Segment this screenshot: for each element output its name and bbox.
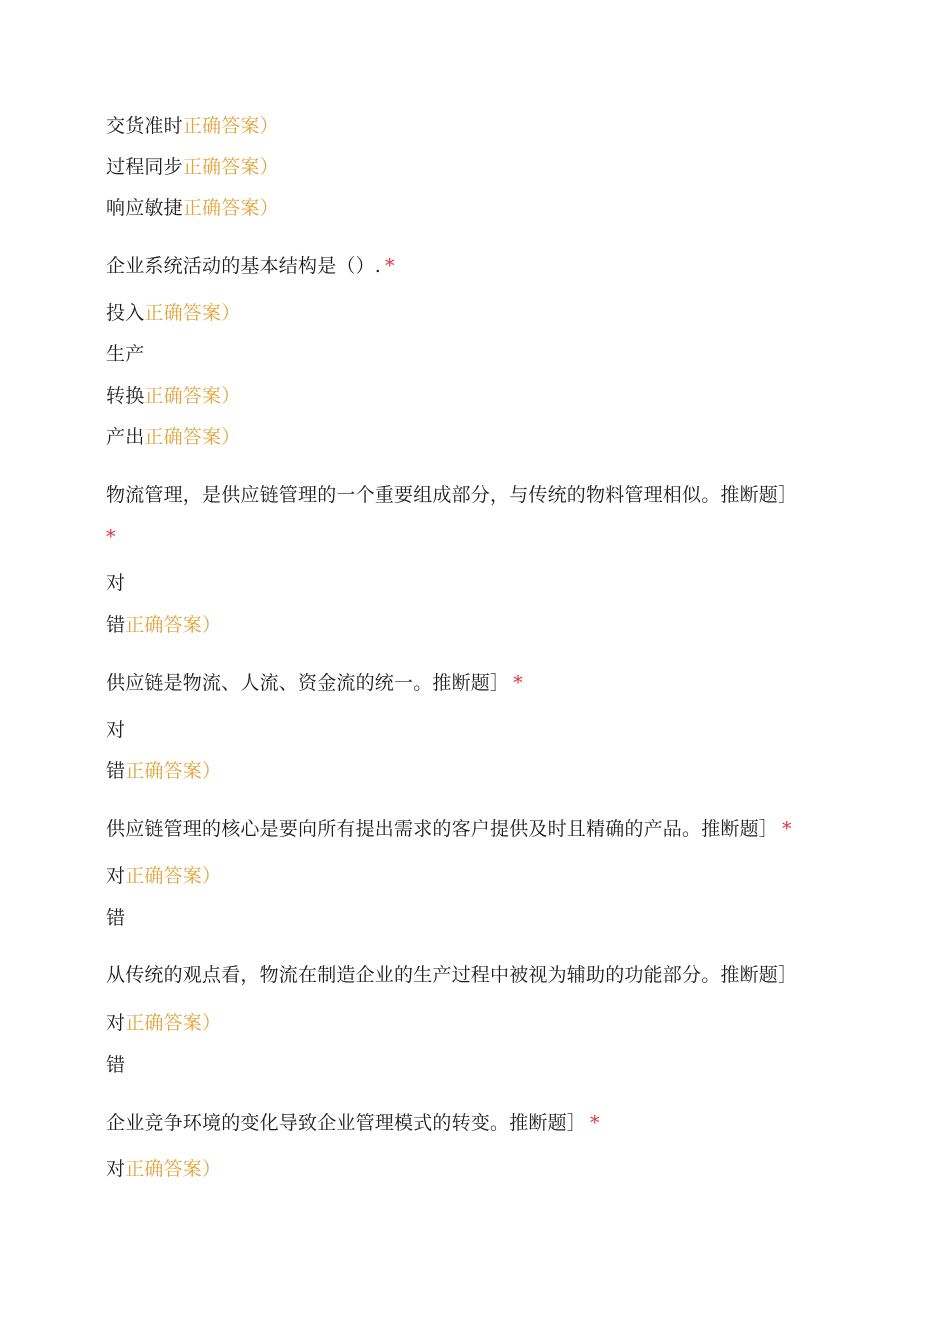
option-text: 响应敏捷: [106, 197, 183, 219]
correct-answer-label: 正确答案）: [144, 302, 241, 324]
option-item[interactable]: [106, 342, 144, 366]
option-item[interactable]: [106, 425, 240, 449]
question-text: 供应链是物流、人流、资金流的统一。推断题］: [106, 672, 510, 694]
option-item[interactable]: [106, 571, 125, 595]
question-title: [106, 483, 797, 507]
correct-answer-label: 正确答案）: [125, 1158, 222, 1180]
correct-answer-label: 正确答案）: [125, 614, 222, 636]
question-title: [106, 1111, 600, 1135]
question-text: 企业竞争环境的变化导致企业管理模式的转变。推断题］: [106, 1112, 587, 1134]
correct-answer-label: 正确答案）: [144, 426, 241, 448]
question-text: 物流管理，是供应链管理的一个重要组成部分，与传统的物料管理相似。推断题］: [106, 484, 798, 506]
option-item[interactable]: [106, 196, 279, 220]
option-text: 对: [106, 719, 126, 741]
question-title: [106, 254, 395, 278]
option-text: 错: [106, 760, 126, 782]
option-item[interactable]: [106, 906, 125, 930]
option-item[interactable]: [106, 155, 279, 179]
question-text: 供应链管理的核心是要向所有提出需求的客户提供及时且精确的产品。推断题］: [106, 818, 779, 840]
option-item[interactable]: [106, 1011, 221, 1035]
option-text: 产出: [106, 426, 145, 448]
option-text: 生产: [106, 343, 145, 365]
option-item[interactable]: [106, 864, 221, 888]
required-mark: *: [513, 672, 523, 694]
correct-answer-label: 正确答案）: [182, 115, 279, 137]
option-item[interactable]: [106, 759, 221, 783]
option-text: 对: [106, 1012, 126, 1034]
option-item[interactable]: [106, 1157, 221, 1181]
correct-answer-label: 正确答案）: [144, 385, 241, 407]
required-mark: *: [782, 818, 792, 840]
option-text: 错: [106, 1054, 126, 1076]
correct-answer-label: 正确答案）: [182, 197, 279, 219]
option-text: 对: [106, 572, 126, 594]
option-text: 对: [106, 1158, 126, 1180]
option-item[interactable]: [106, 114, 279, 138]
option-item[interactable]: [106, 613, 221, 637]
option-text: 过程同步: [106, 156, 183, 178]
option-text: 对: [106, 865, 126, 887]
question-text: 从传统的观点看，物流在制造企业的生产过程中被视为辅助的功能部分。推断题］: [106, 964, 798, 986]
option-item[interactable]: [106, 1053, 125, 1077]
required-mark: *: [385, 255, 395, 277]
question-title: [106, 963, 797, 987]
correct-answer-label: 正确答案）: [182, 156, 279, 178]
option-item[interactable]: [106, 384, 240, 408]
option-item[interactable]: [106, 301, 240, 325]
option-text: 错: [106, 614, 126, 636]
option-text: 错: [106, 907, 126, 929]
required-mark: *: [106, 526, 116, 548]
correct-answer-label: 正确答案）: [125, 865, 222, 887]
question-required-line: [106, 525, 116, 549]
option-text: 转换: [106, 385, 145, 407]
question-title: [106, 671, 523, 695]
option-item[interactable]: [106, 718, 125, 742]
option-text: 投入: [106, 302, 145, 324]
option-text: 交货准时: [106, 115, 183, 137]
correct-answer-label: 正确答案）: [125, 1012, 222, 1034]
question-text: 企业系统活动的基本结构是（）.: [106, 255, 382, 277]
required-mark: *: [590, 1112, 600, 1134]
correct-answer-label: 正确答案）: [125, 760, 222, 782]
question-title: [106, 817, 792, 841]
